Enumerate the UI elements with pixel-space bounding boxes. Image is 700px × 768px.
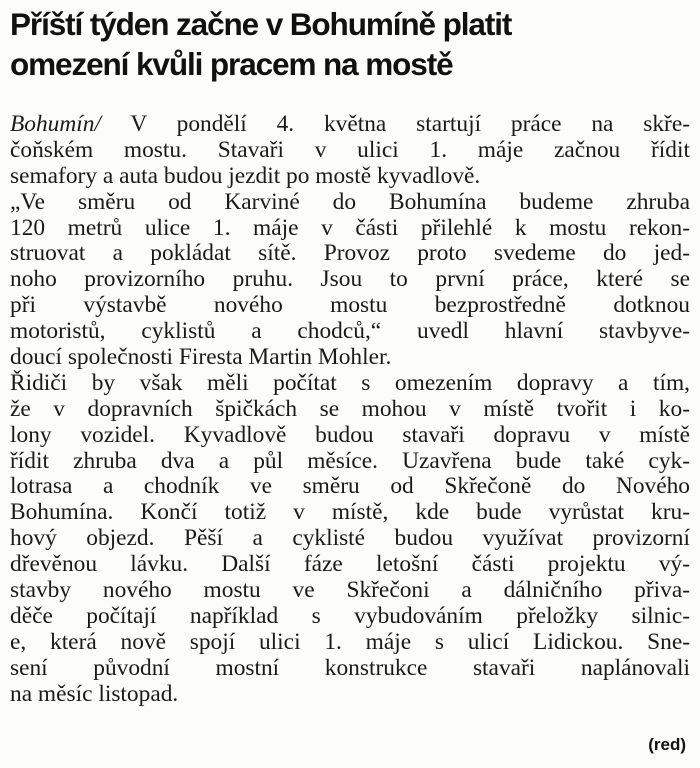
body-line: Bohumín/ V pondělí 4. května startují práce na skře- xyxy=(10,111,690,137)
body-line: struovat a pokládat sítě. Provoz proto svedeme do jed- xyxy=(10,240,690,267)
body-line: motoristů, cyklistů a chodců,“ uvedl hlavní stavbyve- xyxy=(10,318,690,345)
body-line: semafory a auta budou jezdit po mostě kyvadlově. xyxy=(10,162,481,189)
body-line: „Ve směru od Karviné do Bohumína budeme zhruba xyxy=(10,188,690,215)
body-line: řídit zhruba dva a půl měsíce. Uzavřena bude také cyk- xyxy=(10,447,690,474)
body-line: lony vozidel. Kyvadlově budou stavaři dopravu v místě xyxy=(10,421,690,448)
article-headline xyxy=(10,4,690,84)
author-signature: (red) xyxy=(648,735,686,754)
body-line: doucí společnosti Firesta Martin Mohler. xyxy=(10,344,392,371)
article-body xyxy=(10,112,690,707)
body-line: lotrasa a chodník ve směru od Skřečoně do Nového xyxy=(10,473,690,500)
body-line: Řidiči by však měli počítat s omezením dopravy a tím, xyxy=(10,369,690,396)
body-line: Bohumína. Končí totiž v místě, kde bude vyrůstat kru- xyxy=(10,499,690,526)
body-line: noho provizorního pruhu. Jsou to první práce, které se xyxy=(10,266,690,293)
dateline: Bohumín/ xyxy=(10,111,101,137)
body-line: že v dopravních špičkách se mohou v místě tvořit i ko- xyxy=(10,395,690,422)
headline-line-2: omezení kvůli pracem na mostě xyxy=(10,46,453,82)
headline-line-1: Příští týden začne v Bohumíně platit xyxy=(10,6,512,42)
body-line: sení původní mostní konstrukce stavaři naplánovali xyxy=(10,654,690,681)
body-line: čoňském mostu. Stavaři v ulici 1. máje začnou řídit xyxy=(10,136,690,163)
body-line: na měsíc listopad. xyxy=(10,680,179,707)
body-line: 120 metrů ulice 1. máje v části přilehlé k mostu rekon- xyxy=(10,214,690,241)
body-line: dřevěnou lávku. Další fáze letošní části projektu vý- xyxy=(10,551,690,578)
body-line: e, která nově spojí ulici 1. máje s ulicí Lidickou. Sne- xyxy=(10,628,690,655)
body-line: děče počítají například s vybudováním přeložky silnic- xyxy=(10,602,690,629)
body-line: stavby nového mostu ve Skřečoni a dálničního přiva- xyxy=(10,577,690,604)
body-line: při výstavbě nového mostu bezprostředně dotknou xyxy=(10,292,690,319)
body-line: hový objezd. Pěší a cyklisté budou využívat provizorní xyxy=(10,525,690,552)
